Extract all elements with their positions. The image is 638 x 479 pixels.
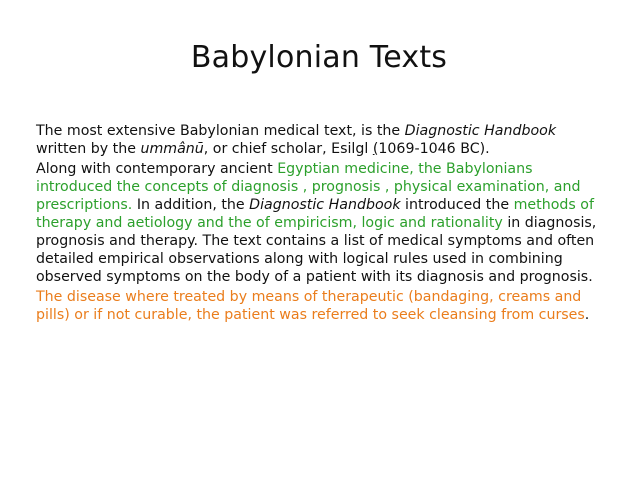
p1-diagnostic-handbook: Diagnostic Handbook (404, 123, 557, 139)
p3-period: . (584, 307, 590, 323)
p1-dates: 1069-1046 BC). (378, 141, 490, 157)
p2-text-2: In addition, the (132, 197, 250, 213)
slide-title: Babylonian Texts (190, 40, 448, 75)
p2-green-1: Egyptian medicine, the Babylonians introduced the concepts of diagnosis , prognosis , physical examination, and prescriptions. (36, 161, 581, 213)
p1-paren: ( (372, 141, 379, 157)
paragraph-3 (36, 288, 610, 324)
p2-green-2: methods of therapy and aetiology and the of empiricism, logic and rationality (36, 197, 594, 231)
p2-text-3: introduced the (400, 197, 514, 213)
p1-text-1: The most extensive Babylonian medical text, is the (36, 123, 405, 139)
p1-text-2: written by the (36, 141, 141, 157)
p1-ummanu: ummânū (140, 141, 204, 157)
p1-text-3: , or chief scholar, Esilgl (203, 141, 373, 157)
slide-body (36, 122, 610, 326)
p2-diagnostic-handbook: Diagnostic Handbook (249, 197, 401, 213)
p2-text-1: Along with contemporary ancient (36, 161, 278, 177)
paragraph-2 (36, 160, 610, 286)
p2-text-4: in diagnosis, prognosis and therapy. The text contains a list of medical symptoms and often detailed empirical observations along with logical rules used in combining observed symptoms on the body of a patient with its diagnosis and prognosis. (36, 215, 597, 285)
paragraph-1 (36, 122, 610, 158)
p3-orange: The disease where treated by means of therapeutic (bandaging, creams and pills) or if not curable, the patient was referred to seek cleansing from curses (36, 289, 585, 323)
